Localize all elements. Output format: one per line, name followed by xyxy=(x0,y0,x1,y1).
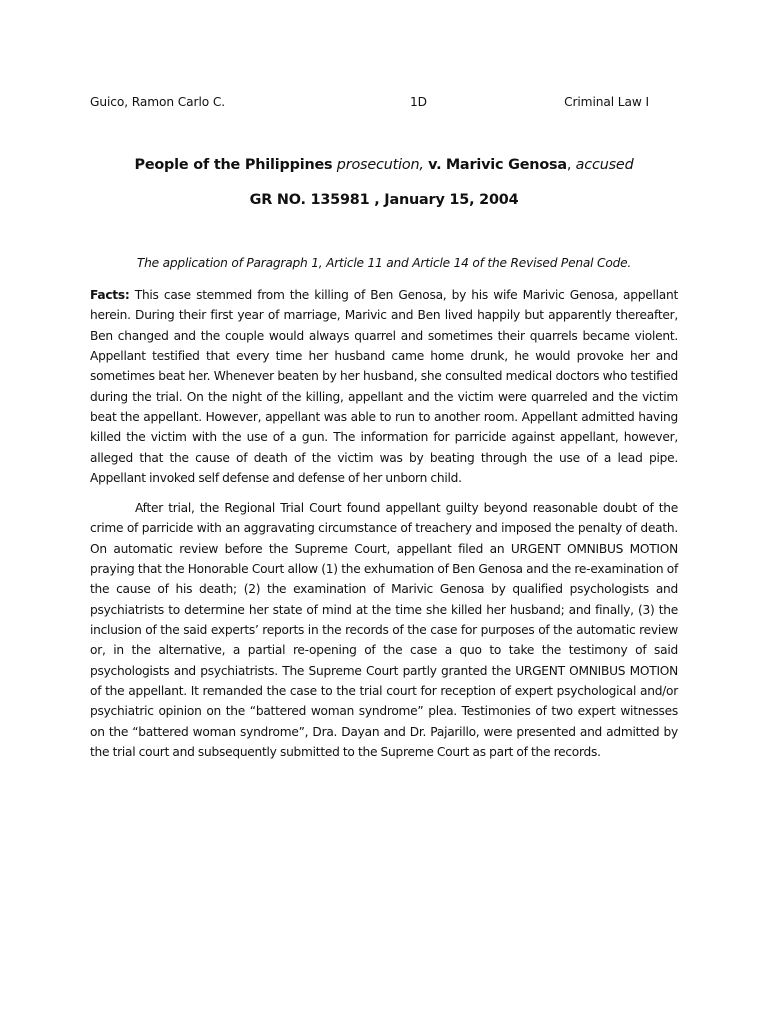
case-versus: v. xyxy=(428,157,442,173)
facts-text: This case stemmed from the killing of Ben Genosa, by his wife Marivic Genosa, appellant herein. During their first year of marriage, Marivic and Ben lived happily but apparently thereafter, Ben changed and the couple would always quarrel and sometimes their quarrels became violent. Appellant testified that every time her husband came home drunk, he would provoke her and sometimes beat her. Whenever beaten by her husband, she consulted medical doctors who testified during the trial. On the night of the killing, appellant and the victim were quarreled and the victim beat the appellant. However, appellant was able to run to another room. Appellant admitted having killed the victim with the use of a gun. The information for parricide against appellant, however, alleged that the cause of death of the victim was by beating through the use of a lead pipe. Appellant invoked self defense and defense of her unborn child. xyxy=(90,288,678,486)
gr-number-date: GR NO. 135981 , January 15, 2004 xyxy=(249,192,519,208)
ruling-paragraph: After trial, the Regional Trial Court found appellant guilty beyond reasonable doubt of the crime of parricide with an aggravating circumstance of treachery and imposed the penalty of death. On automatic review before the Supreme Court, appellant filed an URGENT OMNIBUS MOTION praying that the Honorable Court allow (1) the exhumation of Ben Genosa and the re-examination of the cause of his death; (2) the examination of Marivic Genosa by qualified psychologists and psychiatrists to determine her state of mind at the time she killed her husband; and finally, (3) the inclusion of the said experts’ reports in the records of the case for purposes of the automatic review or, in the alternative, a partial re-opening of the case a quo to take the testimony of said psychologists and psychiatrists. The Supreme Court partly granted the URGENT OMNIBUS MOTION of the appellant. It remanded the case to the trial court for reception of expert psychological and/or psychiatric opinion on the “battered woman syndrome” plea. Testimonies of two expert witnesses on the “battered woman syndrome”, Dra. Dayan and Dr. Pajarillo, were presented and admitted by the trial court and subsequently submitted to the Supreme Court as part of the records. xyxy=(90,501,678,760)
case-party-1: People of the Philippines xyxy=(134,157,333,173)
facts-label: Facts: xyxy=(90,288,130,302)
issue-statement: The application of Paragraph 1, Article 11 and Article 14 of the Revised Penal Code. xyxy=(136,256,632,270)
facts-paragraph xyxy=(90,285,678,488)
case-party-2: Marivic Genosa xyxy=(445,157,567,173)
course-label: Criminal Law I xyxy=(564,95,649,109)
case-title xyxy=(90,157,678,173)
case-role-1: prosecution, xyxy=(336,157,424,173)
case-role-2: accused xyxy=(575,157,634,173)
document-header xyxy=(90,95,678,113)
section-label: 1D xyxy=(410,95,427,109)
student-name: Guico, Ramon Carlo C. xyxy=(90,95,226,109)
case-comma: , xyxy=(566,157,572,173)
